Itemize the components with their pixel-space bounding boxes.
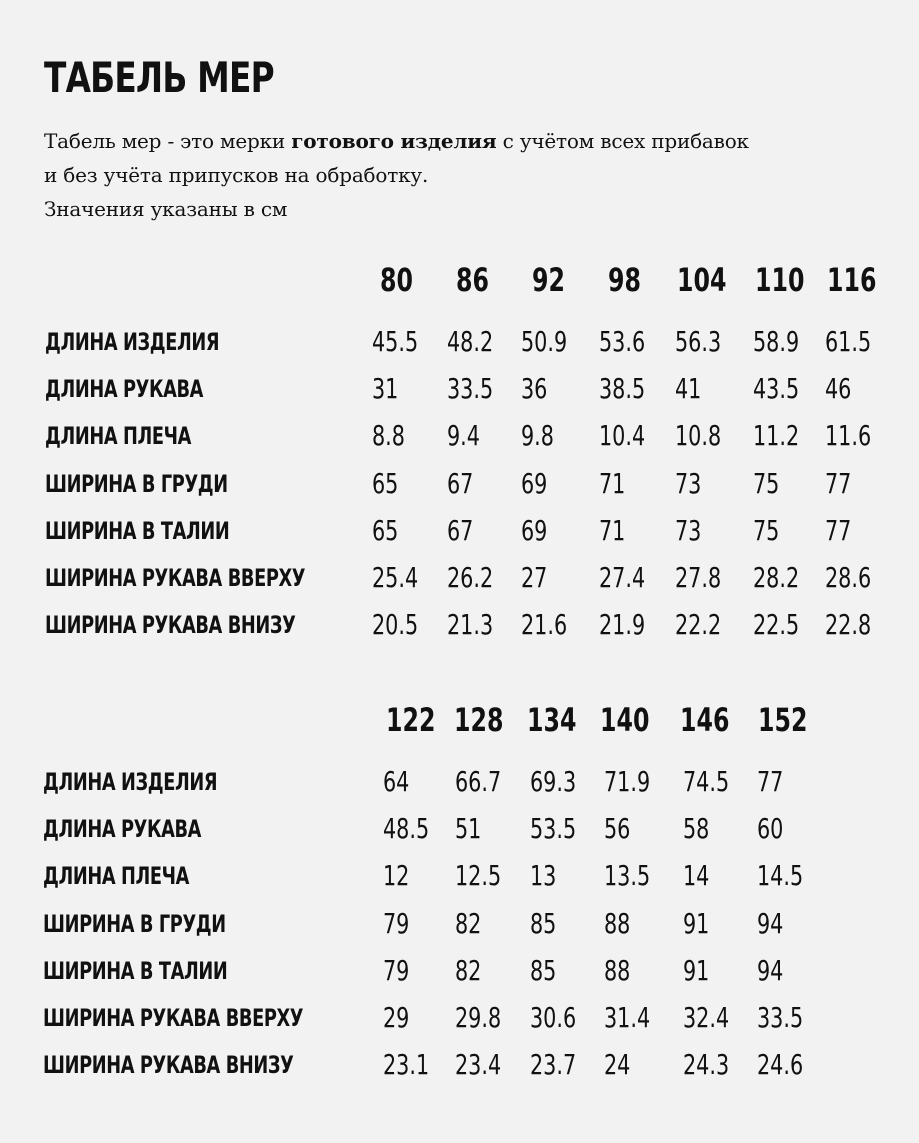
measurement-value-text: 85 [530, 953, 557, 987]
measurement-value [753, 320, 815, 364]
size-header [386, 698, 453, 742]
measurement-label-text: ШИРИНА В ГРУДИ [45, 469, 228, 498]
measurement-value [675, 320, 737, 364]
intro-text [44, 124, 749, 226]
measurement-value-text: 12.5 [455, 859, 502, 893]
measurement-value [447, 367, 509, 411]
measurement-value [757, 902, 793, 946]
measurement-value-text: 94 [757, 906, 784, 940]
measurement-value [372, 320, 434, 364]
measurement-value [599, 462, 635, 506]
table-row [0, 949, 919, 993]
size-header [527, 698, 594, 742]
size-header-text: 134 [527, 701, 577, 739]
size-header-text: 122 [386, 701, 436, 739]
measurement-value [753, 556, 815, 600]
measurement-value [521, 414, 566, 458]
measurement-label [43, 996, 395, 1040]
measurement-value-text: 33.5 [757, 1001, 804, 1034]
measurement-value [825, 603, 887, 647]
table-row [0, 556, 919, 600]
table-row [0, 603, 919, 647]
measurement-value-text: 12 [383, 859, 410, 893]
measurement-label-text: ШИРИНА В ТАЛИИ [45, 516, 230, 545]
measurement-label [45, 603, 383, 647]
measurement-value [447, 320, 509, 364]
measurement-label-text: ДЛИНА ПЛЕЧА [45, 422, 191, 451]
measurement-value [530, 760, 592, 804]
measurement-value-text: 58 [683, 812, 710, 846]
size-header-text: 152 [758, 701, 808, 739]
measurement-value [372, 414, 417, 458]
measurement-value-text: 67 [447, 466, 474, 500]
measurement-label [45, 320, 280, 364]
table-row [0, 807, 919, 851]
measurement-value-text: 91 [683, 906, 710, 940]
measurement-value [521, 603, 583, 647]
measurement-value [530, 996, 592, 1040]
size-header-text: 86 [456, 261, 489, 299]
measurement-value-text: 26.2 [447, 561, 494, 594]
measurement-value-text: 14.5 [757, 859, 804, 893]
measurement-value [455, 807, 491, 851]
measurement-label-text: ДЛИНА ПЛЕЧА [43, 862, 189, 891]
measurement-value-text: 23.7 [530, 1048, 577, 1082]
measurement-value-text: 23.1 [383, 1048, 430, 1082]
measurement-value [757, 760, 793, 804]
measurement-value [753, 462, 789, 506]
measurement-value-text: 38.5 [599, 372, 646, 406]
measurement-label-text: ШИРИНА В ТАЛИИ [43, 956, 228, 985]
measurement-value [372, 509, 408, 553]
measurement-label-text: ШИРИНА РУКАВА ВНИЗУ [45, 611, 296, 640]
measurement-value [455, 902, 491, 946]
table-row [0, 414, 919, 458]
measurement-value [530, 902, 566, 946]
measurement-value-text: 67 [447, 513, 474, 547]
measurement-value-text: 53.6 [599, 325, 646, 358]
measurement-value [825, 320, 887, 364]
measurement-label [45, 509, 294, 553]
measurement-value [530, 854, 566, 898]
measurement-value [383, 902, 419, 946]
table-row [0, 367, 919, 411]
size-header-text: 140 [600, 701, 650, 739]
measurement-value-text: 53.5 [530, 812, 577, 846]
measurement-value-text: 48.5 [383, 812, 430, 846]
measurement-value [675, 556, 737, 600]
measurement-value-text: 94 [757, 953, 784, 987]
measurement-value [599, 414, 661, 458]
measurement-value-text: 43.5 [753, 372, 800, 406]
table-row [0, 854, 919, 898]
measurement-value [447, 462, 483, 506]
measurement-label [45, 462, 292, 506]
measurement-value-text: 73 [675, 466, 702, 500]
size-header-row [0, 258, 919, 302]
size-header [380, 258, 425, 302]
measurement-value-text: 20.5 [372, 608, 419, 642]
measurement-value [604, 902, 640, 946]
table-row [0, 902, 919, 946]
measurement-value [675, 509, 711, 553]
measurement-value [604, 1043, 640, 1087]
measurement-value [521, 556, 557, 600]
measurement-label-text: ШИРИНА РУКАВА ВНИЗУ [43, 1051, 294, 1080]
size-header-text: 128 [454, 701, 504, 739]
measurement-value [455, 1043, 517, 1087]
measurement-label-text: ДЛИНА РУКАВА [43, 815, 202, 844]
measurement-value [604, 854, 666, 898]
measurement-value [530, 1043, 592, 1087]
measurement-value [383, 1043, 445, 1087]
page-title: ТАБЕЛЬ МЕР [44, 53, 274, 102]
measurement-value-text: 27.8 [675, 561, 722, 594]
measurement-value [604, 996, 666, 1040]
table-row [0, 320, 919, 364]
table-row [0, 996, 919, 1040]
measurement-value [683, 996, 745, 1040]
measurement-value [599, 556, 661, 600]
measurement-value [753, 414, 815, 458]
measurement-value [675, 462, 711, 506]
measurement-value-text: 13.5 [604, 859, 651, 893]
measurement-value-text: 31.4 [604, 1001, 651, 1034]
measurement-value-text: 82 [455, 906, 482, 940]
measurement-value [825, 556, 887, 600]
measurement-value [383, 854, 419, 898]
measurement-label [43, 760, 278, 804]
measurement-value-text: 77 [757, 765, 784, 798]
measurement-value [530, 807, 592, 851]
measurement-value [757, 996, 819, 1040]
measurement-value [521, 320, 583, 364]
size-header [755, 258, 822, 302]
measurement-label-text: ДЛИНА РУКАВА [45, 375, 204, 404]
measurement-value [753, 367, 815, 411]
measurement-value-text: 25.4 [372, 561, 419, 594]
measurement-value [447, 603, 509, 647]
measurement-label [43, 854, 240, 898]
measurement-value-text: 22.8 [825, 608, 872, 642]
size-header [827, 258, 894, 302]
measurement-value-text: 22.5 [753, 608, 800, 642]
intro-line-2: и без учёта припусков на обработку. [44, 163, 429, 187]
intro-line-1-bold: готового изделия [291, 129, 497, 153]
measurement-value [383, 760, 419, 804]
measurement-value [757, 1043, 819, 1087]
size-header [456, 258, 501, 302]
measurement-value-text: 74.5 [683, 765, 730, 798]
measurement-value-text: 28.6 [825, 561, 872, 594]
measurement-value-text: 71 [599, 466, 626, 500]
measurement-value [372, 556, 434, 600]
measurement-value-text: 41 [675, 372, 702, 406]
measurement-value [447, 556, 509, 600]
measurement-value [757, 949, 793, 993]
measurement-value [521, 509, 557, 553]
measurement-value-text: 28.2 [753, 561, 800, 594]
measurement-value [599, 320, 661, 364]
measurement-value-text: 61.5 [825, 325, 872, 358]
measurement-value-text: 65 [372, 513, 399, 547]
measurement-value [757, 807, 793, 851]
measurement-value-text: 91 [683, 953, 710, 987]
size-header-text: 146 [680, 701, 730, 739]
table-row [0, 1043, 919, 1087]
measurement-value-text: 75 [753, 513, 780, 547]
measurement-value-text: 82 [455, 953, 482, 987]
measurement-value-text: 8.8 [372, 419, 405, 453]
size-header [454, 698, 521, 742]
measurement-value [604, 949, 640, 993]
measurement-value-text: 73 [675, 513, 702, 547]
measurement-value [383, 807, 445, 851]
measurement-value [675, 603, 737, 647]
measurement-value [757, 854, 819, 898]
measurement-value-text: 29.8 [455, 1001, 502, 1034]
measurement-value-text: 22.2 [675, 608, 722, 642]
measurement-value [383, 996, 419, 1040]
measurement-label [43, 949, 292, 993]
measurement-value [372, 462, 408, 506]
measurement-value [455, 996, 517, 1040]
intro-line-1 [44, 124, 749, 158]
measurement-value-text: 24 [604, 1048, 631, 1082]
size-header [600, 698, 667, 742]
measurement-value-text: 29 [383, 1001, 410, 1034]
measurement-label [43, 1043, 381, 1087]
table-row [0, 509, 919, 553]
measurement-label [43, 902, 290, 946]
measurement-value-text: 50.9 [521, 325, 568, 358]
measurement-value-text: 21.9 [599, 608, 646, 642]
measurement-value [753, 603, 815, 647]
size-header-text: 98 [608, 261, 641, 299]
measurement-value [455, 854, 517, 898]
measurement-value-text: 88 [604, 953, 631, 987]
measurement-value-text: 56 [604, 812, 631, 846]
measurement-value [825, 509, 861, 553]
table-row [0, 462, 919, 506]
measurement-value [455, 760, 517, 804]
size-header-row [0, 698, 919, 742]
measurement-value-text: 33.5 [447, 372, 494, 406]
intro-line-1-start: Табель мер - это мерки [44, 129, 292, 153]
measurement-value [675, 367, 711, 411]
measurement-value-text: 77 [825, 513, 852, 547]
measurement-value-text: 10.4 [599, 419, 646, 453]
measurement-value-text: 24.6 [757, 1048, 804, 1082]
measurement-value-text: 75 [753, 466, 780, 500]
measurement-value-text: 27.4 [599, 561, 646, 594]
measurement-value-text: 14 [683, 859, 710, 893]
measurement-value-text: 23.4 [455, 1048, 502, 1082]
measurement-value-text: 88 [604, 906, 631, 940]
intro-line-1-end: с учётом всех прибавок [496, 129, 749, 153]
measurement-label [45, 556, 397, 600]
measurement-value-text: 71.9 [604, 765, 651, 798]
measurement-value-text: 56.3 [675, 325, 722, 358]
measurement-value-text: 69 [521, 466, 548, 500]
size-header-text: 104 [677, 261, 727, 299]
size-header [608, 258, 653, 302]
measurement-value-text: 66.7 [455, 765, 502, 798]
measurement-value [683, 807, 719, 851]
measurement-value-text: 30.6 [530, 1001, 577, 1034]
measurement-value [753, 509, 789, 553]
size-header-text: 92 [532, 261, 565, 299]
measurement-value-text: 11.6 [825, 419, 872, 453]
measurement-value [683, 854, 719, 898]
size-header [680, 698, 747, 742]
measurement-value [372, 603, 434, 647]
size-header-text: 116 [827, 261, 877, 299]
measurement-value [383, 949, 419, 993]
measurement-value-text: 11.2 [753, 419, 800, 453]
measurement-value [683, 760, 745, 804]
measurement-value [447, 414, 492, 458]
measurement-label-text: ШИРИНА РУКАВА ВВЕРХУ [45, 564, 306, 592]
measurement-value [530, 949, 566, 993]
measurement-value [604, 807, 640, 851]
measurement-label [43, 807, 257, 851]
measurement-value-text: 21.3 [447, 608, 494, 642]
measurement-value [683, 949, 719, 993]
measurement-value [599, 509, 635, 553]
measurement-value-text: 13 [530, 859, 557, 893]
size-header [758, 698, 825, 742]
measurement-value-text: 46 [825, 372, 852, 406]
measurement-value-text: 69 [521, 513, 548, 547]
measurement-value-text: 85 [530, 906, 557, 940]
measurement-value-text: 32.4 [683, 1001, 730, 1034]
measurement-value [825, 367, 861, 411]
measurement-value [599, 367, 661, 411]
measurement-value-text: 36 [521, 372, 548, 406]
size-header-text: 110 [755, 261, 805, 299]
measurement-value-text: 69.3 [530, 765, 577, 798]
measurement-value [825, 462, 861, 506]
table-row [0, 760, 919, 804]
measurement-label [45, 414, 242, 458]
intro-line-3: Значения указаны в см [44, 197, 288, 221]
measurement-value [521, 367, 557, 411]
measurement-value-text: 31 [372, 372, 399, 406]
measurement-value-text: 51 [455, 812, 482, 846]
measurement-value-text: 60 [757, 812, 784, 846]
measurement-value-text: 77 [825, 466, 852, 500]
measurement-value-text: 64 [383, 765, 410, 798]
measurement-label-text: ДЛИНА ИЗДЕЛИЯ [45, 328, 220, 356]
measurement-value-text: 45.5 [372, 325, 419, 358]
measurement-value-text: 58.9 [753, 325, 800, 358]
measurement-value [683, 902, 719, 946]
measurement-label [45, 367, 259, 411]
measurement-value-text: 10.8 [675, 419, 722, 453]
measurement-value [599, 603, 661, 647]
size-header [532, 258, 577, 302]
measurement-value-text: 21.6 [521, 608, 568, 642]
measurement-value [372, 367, 408, 411]
measurement-value [447, 509, 483, 553]
measurement-value-text: 48.2 [447, 325, 494, 358]
measurement-value-text: 27 [521, 561, 548, 594]
measurement-value-text: 9.8 [521, 419, 554, 453]
measurement-value-text: 9.4 [447, 419, 480, 453]
measurement-value-text: 79 [383, 906, 410, 940]
measurement-value-text: 65 [372, 466, 399, 500]
measurement-label-text: ШИРИНА В ГРУДИ [43, 909, 226, 938]
measurement-value [521, 462, 557, 506]
measurement-label-text: ДЛИНА ИЗДЕЛИЯ [43, 768, 218, 796]
size-header-text: 80 [380, 261, 413, 299]
measurement-value-text: 24.3 [683, 1048, 730, 1082]
measurement-label-text: ШИРИНА РУКАВА ВВЕРХУ [43, 1004, 304, 1032]
measurement-value [683, 1043, 745, 1087]
measurement-value-text: 79 [383, 953, 410, 987]
measurement-value [604, 760, 666, 804]
measurement-value [675, 414, 737, 458]
measurement-value [455, 949, 491, 993]
measurement-value [825, 414, 887, 458]
measurement-value-text: 71 [599, 513, 626, 547]
size-header [677, 258, 744, 302]
